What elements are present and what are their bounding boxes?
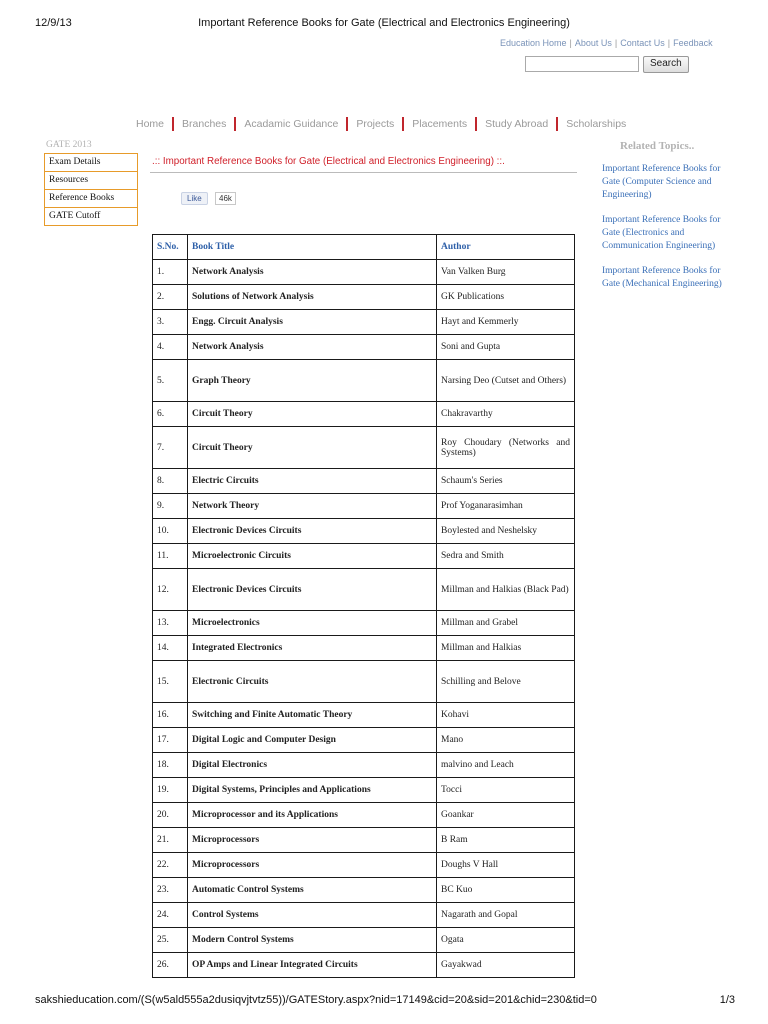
education-home-link[interactable]: Education Home [500, 38, 567, 48]
cell-book-title: Electronic Devices Circuits [188, 519, 437, 544]
cell-sno: 21. [153, 828, 188, 853]
table-row [153, 335, 575, 360]
cell-book-title: Circuit Theory [188, 402, 437, 427]
sidebar-menu [44, 153, 138, 226]
cell-sno: 15. [153, 661, 188, 703]
table-row [153, 544, 575, 569]
table-row [153, 402, 575, 427]
related-topics-heading: Related Topics.. [620, 140, 695, 152]
nav-placements[interactable]: Placements [412, 117, 468, 130]
table-row [153, 928, 575, 953]
table-row [153, 310, 575, 335]
contact-us-link[interactable]: Contact Us [620, 38, 665, 48]
cell-book-title: Network Theory [188, 494, 437, 519]
sidebar-item-exam-details[interactable]: Exam Details [45, 154, 137, 172]
search-button[interactable]: Search [643, 56, 689, 73]
cell-author: Millman and Grabel [437, 611, 575, 636]
cell-author: malvino and Leach [437, 753, 575, 778]
cell-author: BC Kuo [437, 878, 575, 903]
related-link-electronics-communication[interactable]: Important Reference Books for Gate (Electronics and Communication Engineering) [602, 215, 721, 251]
cell-sno: 2. [153, 285, 188, 310]
cell-sno: 8. [153, 469, 188, 494]
cell-author: Millman and Halkias [437, 636, 575, 661]
table-row [153, 569, 575, 611]
table-row [153, 803, 575, 828]
cell-author: Mano [437, 728, 575, 753]
cell-author: Sedra and Smith [437, 544, 575, 569]
cell-author: Narsing Deo (Cutset and Others) [437, 360, 575, 402]
cell-book-title: Microelectronic Circuits [188, 544, 437, 569]
cell-sno: 6. [153, 402, 188, 427]
sidebar-heading: GATE 2013 [46, 140, 92, 150]
table-row [153, 878, 575, 903]
column-header-author: Author [437, 235, 575, 260]
nav-academic-guidance[interactable]: Acadamic Guidance [244, 117, 339, 130]
table-row [153, 778, 575, 803]
cell-author: Nagarath and Gopal [437, 903, 575, 928]
cell-book-title: Digital Systems, Principles and Applications [188, 778, 437, 803]
cell-author: Chakravarthy [437, 402, 575, 427]
table-row [153, 260, 575, 285]
cell-author: Boylested and Neshelsky [437, 519, 575, 544]
print-page-number: 1/3 [719, 994, 735, 1006]
table-row [153, 469, 575, 494]
column-header-book-title: Book Title [188, 235, 437, 260]
cell-book-title: Switching and Finite Automatic Theory [188, 703, 437, 728]
nav-study-abroad[interactable]: Study Abroad [485, 117, 549, 130]
divider [150, 172, 577, 173]
cell-book-title: Digital Logic and Computer Design [188, 728, 437, 753]
sidebar-item-gate-cutoff[interactable]: GATE Cutoff [49, 211, 101, 221]
cell-book-title: Control Systems [188, 903, 437, 928]
cell-sno: 5. [153, 360, 188, 402]
search-input[interactable] [525, 56, 639, 72]
table-row [153, 853, 575, 878]
table-row [153, 611, 575, 636]
top-links: Education Home | About Us | Contact Us | Feedback [500, 38, 713, 48]
cell-author: Prof Yoganarasimhan [437, 494, 575, 519]
cell-sno: 18. [153, 753, 188, 778]
cell-sno: 7. [153, 427, 188, 469]
table-row [153, 903, 575, 928]
cell-book-title: Electronic Devices Circuits [188, 569, 437, 611]
cell-book-title: Digital Electronics [188, 753, 437, 778]
table-row [153, 519, 575, 544]
page-title: .:: Important Reference Books for Gate (Electrical and Electronics Engineering) ::. [152, 156, 505, 167]
books-table [152, 234, 575, 978]
cell-book-title: Integrated Electronics [188, 636, 437, 661]
cell-sno: 11. [153, 544, 188, 569]
cell-author: Gayakwad [437, 953, 575, 978]
cell-sno: 13. [153, 611, 188, 636]
cell-book-title: Circuit Theory [188, 427, 437, 469]
like-count: 46k [215, 192, 236, 205]
cell-book-title: Engg. Circuit Analysis [188, 310, 437, 335]
cell-book-title: Electric Circuits [188, 469, 437, 494]
print-date: 12/9/13 [35, 17, 72, 29]
cell-sno: 4. [153, 335, 188, 360]
cell-author: Soni and Gupta [437, 335, 575, 360]
table-row [153, 636, 575, 661]
table-row [153, 953, 575, 978]
table-header-row [153, 235, 575, 260]
cell-sno: 25. [153, 928, 188, 953]
cell-book-title: Modern Control Systems [188, 928, 437, 953]
table-row [153, 728, 575, 753]
main-nav [128, 117, 634, 131]
cell-sno: 14. [153, 636, 188, 661]
nav-branches[interactable]: Branches [182, 117, 227, 130]
cell-sno: 16. [153, 703, 188, 728]
cell-book-title: Network Analysis [188, 335, 437, 360]
cell-author: Schilling and Belove [437, 661, 575, 703]
cell-book-title: Graph Theory [188, 360, 437, 402]
cell-author: Doughs V Hall [437, 853, 575, 878]
cell-book-title: Electronic Circuits [188, 661, 437, 703]
cell-sno: 23. [153, 878, 188, 903]
cell-sno: 26. [153, 953, 188, 978]
cell-author: Goankar [437, 803, 575, 828]
related-link-computer-science[interactable]: Important Reference Books for Gate (Computer Science and Engineering) [602, 164, 721, 200]
cell-book-title: Microprocessor and its Applications [188, 803, 437, 828]
cell-sno: 24. [153, 903, 188, 928]
cell-author: B Ram [437, 828, 575, 853]
related-link-mechanical[interactable]: Important Reference Books for Gate (Mechanical Engineering) [602, 266, 722, 289]
sidebar-item-reference-books[interactable]: Reference Books [45, 190, 137, 208]
cell-sno: 22. [153, 853, 188, 878]
table-row [153, 494, 575, 519]
cell-book-title: Solutions of Network Analysis [188, 285, 437, 310]
cell-book-title: Microprocessors [188, 828, 437, 853]
cell-author: Van Valken Burg [437, 260, 575, 285]
cell-sno: 10. [153, 519, 188, 544]
cell-book-title: OP Amps and Linear Integrated Circuits [188, 953, 437, 978]
table-row [153, 360, 575, 402]
feedback-link[interactable]: Feedback [673, 38, 713, 48]
cell-sno: 19. [153, 778, 188, 803]
cell-sno: 3. [153, 310, 188, 335]
cell-author: Millman and Halkias (Black Pad) [437, 569, 575, 611]
nav-home[interactable]: Home [136, 117, 165, 130]
cell-sno: 9. [153, 494, 188, 519]
facebook-like-button[interactable]: Like [181, 192, 208, 205]
cell-author: Ogata [437, 928, 575, 953]
cell-book-title: Microelectronics [188, 611, 437, 636]
print-url: sakshieducation.com/(S(w5ald555a2dusiqvjtvtz55))/GATEStory.aspx?nid=17149&cid=20&sid=201&chid=230&tid=0 [35, 994, 597, 1006]
cell-author: Schaum's Series [437, 469, 575, 494]
table-row [153, 285, 575, 310]
column-header-sno: S.No. [153, 235, 188, 260]
table-row [153, 427, 575, 469]
cell-author: Hayt and Kemmerly [437, 310, 575, 335]
print-title: Important Reference Books for Gate (Electrical and Electronics Engineering) [198, 17, 570, 29]
table-row [153, 703, 575, 728]
cell-sno: 1. [153, 260, 188, 285]
cell-author: Roy Choudary (Networks and Systems) [437, 427, 575, 469]
about-us-link[interactable]: About Us [574, 38, 612, 48]
cell-author: Tocci [437, 778, 575, 803]
cell-book-title: Microprocessors [188, 853, 437, 878]
cell-author: Kohavi [437, 703, 575, 728]
table-row [153, 828, 575, 853]
cell-sno: 17. [153, 728, 188, 753]
cell-sno: 12. [153, 569, 188, 611]
table-row [153, 753, 575, 778]
cell-book-title: Network Analysis [188, 260, 437, 285]
cell-sno: 20. [153, 803, 188, 828]
sidebar-item-resources[interactable]: Resources [45, 172, 137, 190]
cell-book-title: Automatic Control Systems [188, 878, 437, 903]
nav-projects[interactable]: Projects [356, 117, 395, 130]
nav-scholarships[interactable]: Scholarships [566, 117, 627, 130]
cell-author: GK Publications [437, 285, 575, 310]
table-row [153, 661, 575, 703]
